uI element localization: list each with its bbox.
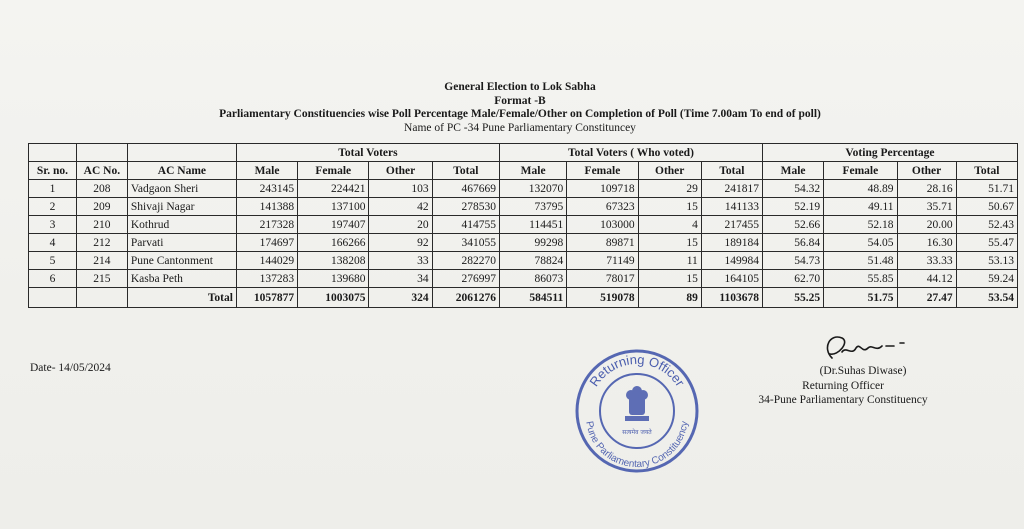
group-header-row [29,144,1018,162]
total-male-cell: 137283 [236,270,297,288]
pct-total-cell: 52.43 [956,216,1017,234]
stamp-motto: सत्यमेव जयते [622,429,652,436]
ac-no-cell: 210 [76,216,127,234]
col-total: Total [956,162,1017,180]
voted-other-cell: 89 [638,288,701,308]
col-female: Female [567,162,638,180]
signatory-constituency: 34-Pune Parliamentary Constituency [758,394,928,406]
col-other: Other [638,162,701,180]
blank-header [127,144,236,162]
pct-female-cell: 52.18 [824,216,897,234]
pct-female-cell: 55.85 [824,270,897,288]
voted-female-cell: 89871 [567,234,638,252]
pct-male-cell: 52.19 [762,198,823,216]
document-date: Date- 14/05/2024 [30,362,111,374]
total-female-cell: 166266 [298,234,369,252]
voted-other-cell: 29 [638,180,701,198]
total-total-cell: 278530 [432,198,499,216]
total-female-cell: 137100 [298,198,369,216]
pct-female-cell: 49.11 [824,198,897,216]
election-title: General Election to Lok Sabha [444,81,596,93]
blank-header [29,144,77,162]
ac-no-cell: 208 [76,180,127,198]
ac-name-cell: Shivaji Nagar [127,198,236,216]
pct-male-cell: 56.84 [762,234,823,252]
col-total: Total [701,162,762,180]
voted-other-cell: 11 [638,252,701,270]
column-header-row [29,162,1018,180]
pct-male-cell: 54.73 [762,252,823,270]
signatory-name: (Dr.Suhas Diwase) [819,365,907,377]
blank-cell [76,288,127,308]
pct-total-cell: 59.24 [956,270,1017,288]
sr-no-cell: 2 [29,198,77,216]
col-female: Female [824,162,897,180]
pct-other-cell: 35.71 [897,198,956,216]
svg-text:Pune Parliamentary Constituenc: Pune Parliamentary Constituency [583,420,691,471]
table-row [29,216,1018,234]
pct-male-cell: 54.32 [762,180,823,198]
table-row [29,270,1018,288]
sr-no-cell: 1 [29,180,77,198]
total-total-cell: 2061276 [432,288,499,308]
blank-header [76,144,127,162]
svg-text:Returning Officer: Returning Officer [586,351,688,390]
col-total: Total [432,162,499,180]
voted-other-cell: 15 [638,234,701,252]
emblem-icon [625,386,649,421]
ac-name-cell: Kasba Peth [127,270,236,288]
voted-other-cell: 4 [638,216,701,234]
total-female-cell: 197407 [298,216,369,234]
voted-other-cell: 15 [638,198,701,216]
pct-other-cell: 33.33 [897,252,956,270]
voted-total-cell: 164105 [701,270,762,288]
total-female-cell: 138208 [298,252,369,270]
voted-female-cell: 71149 [567,252,638,270]
col-ac-no: AC No. [76,162,127,180]
sr-no-cell: 6 [29,270,77,288]
ac-name-cell: Pune Cantonment [127,252,236,270]
ac-name-cell: Vadgaon Sheri [127,180,236,198]
total-male-cell: 1057877 [236,288,297,308]
total-voters-header: Total Voters [236,144,499,162]
signatory-title: Returning Officer [802,379,884,392]
signatory-block [743,364,943,408]
table-row [29,252,1018,270]
pct-other-cell: 20.00 [897,216,956,234]
voted-male-cell: 584511 [499,288,566,308]
voted-total-cell: 149984 [701,252,762,270]
pct-male-cell: 62.70 [762,270,823,288]
total-other-cell: 33 [369,252,432,270]
ac-name-cell: Parvati [127,234,236,252]
pct-other-cell: 44.12 [897,270,956,288]
voted-male-cell: 86073 [499,270,566,288]
total-male-cell: 243145 [236,180,297,198]
col-sr-no: Sr. no. [29,162,77,180]
total-total-cell: 282270 [432,252,499,270]
ac-no-cell: 212 [76,234,127,252]
voted-female-cell: 519078 [567,288,638,308]
voted-male-cell: 73795 [499,198,566,216]
total-other-cell: 92 [369,234,432,252]
pct-female-cell: 51.48 [824,252,897,270]
pct-total-cell: 53.13 [956,252,1017,270]
table-row [29,234,1018,252]
official-stamp [572,346,702,476]
voted-total-cell: 1103678 [701,288,762,308]
total-other-cell: 324 [369,288,432,308]
total-other-cell: 20 [369,216,432,234]
voted-male-cell: 132070 [499,180,566,198]
total-female-cell: 224421 [298,180,369,198]
ac-no-cell: 214 [76,252,127,270]
pct-male-cell: 52.66 [762,216,823,234]
voted-female-cell: 67323 [567,198,638,216]
pct-female-cell: 51.75 [824,288,897,308]
ac-no-cell: 215 [76,270,127,288]
report-description: Parliamentary Constituencies wise Poll Percentage Male/Female/Other on Completion of Poll (Time 7.00am To end of poll) [219,108,821,120]
pct-other-cell: 27.47 [897,288,956,308]
voted-female-cell: 103000 [567,216,638,234]
col-other: Other [897,162,956,180]
sr-no-cell: 4 [29,234,77,252]
total-total-cell: 341055 [432,234,499,252]
voted-male-cell: 114451 [499,216,566,234]
total-other-cell: 42 [369,198,432,216]
ac-no-cell: 209 [76,198,127,216]
voted-other-cell: 15 [638,270,701,288]
voted-female-cell: 78017 [567,270,638,288]
pct-other-cell: 16.30 [897,234,956,252]
blank-cell [29,288,77,308]
pct-female-cell: 48.89 [824,180,897,198]
pct-total-cell: 55.47 [956,234,1017,252]
pct-female-cell: 54.05 [824,234,897,252]
sr-no-cell: 3 [29,216,77,234]
voted-total-cell: 241817 [701,180,762,198]
ac-name-cell: Kothrud [127,216,236,234]
total-total-cell: 414755 [432,216,499,234]
voted-male-cell: 99298 [499,234,566,252]
table-row [29,180,1018,198]
format-label: Format -B [494,94,546,107]
document-header [0,81,1024,135]
total-male-cell: 141388 [236,198,297,216]
voted-total-cell: 189184 [701,234,762,252]
pct-male-cell: 55.25 [762,288,823,308]
total-row [29,288,1018,308]
voted-total-cell: 141133 [701,198,762,216]
col-ac-name: AC Name [127,162,236,180]
sr-no-cell: 5 [29,252,77,270]
col-male: Male [236,162,297,180]
total-male-cell: 217328 [236,216,297,234]
total-male-cell: 144029 [236,252,297,270]
total-total-cell: 276997 [432,270,499,288]
total-female-cell: 1003075 [298,288,369,308]
total-label: Total [127,288,236,308]
pct-total-cell: 50.67 [956,198,1017,216]
table-row [29,198,1018,216]
total-other-cell: 103 [369,180,432,198]
total-male-cell: 174697 [236,234,297,252]
voted-header: Total Voters ( Who voted) [499,144,762,162]
voted-male-cell: 78824 [499,252,566,270]
total-female-cell: 139680 [298,270,369,288]
col-other: Other [369,162,432,180]
col-male: Male [762,162,823,180]
col-female: Female [298,162,369,180]
constituency-name: Name of PC -34 Pune Parliamentary Constituncey [404,121,636,134]
total-total-cell: 467669 [432,180,499,198]
pct-other-cell: 28.16 [897,180,956,198]
pct-total-cell: 51.71 [956,180,1017,198]
voting-percentage-header: Voting Percentage [762,144,1017,162]
voted-female-cell: 109718 [567,180,638,198]
col-male: Male [499,162,566,180]
voted-total-cell: 217455 [701,216,762,234]
poll-percentage-table [28,143,1018,308]
pct-total-cell: 53.54 [956,288,1017,308]
total-other-cell: 34 [369,270,432,288]
